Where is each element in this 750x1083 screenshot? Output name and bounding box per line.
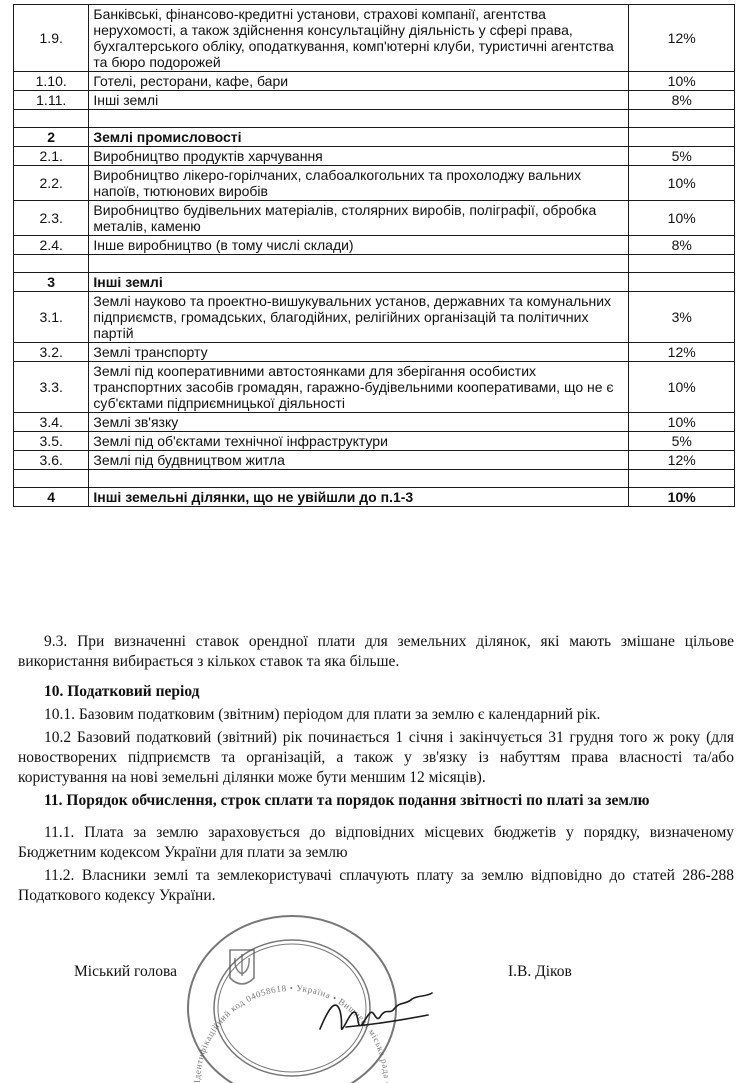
- row-description: Землі транспорту: [89, 343, 629, 362]
- row-description: Інші земельні ділянки, що не увійшли до п.1-3: [89, 488, 629, 507]
- paragraph-10-1: 10.1. Базовим податковим (звітним) періодом для плати за землю є календарний рік.: [44, 706, 601, 723]
- row-rate: 8%: [629, 91, 735, 110]
- row-rate: 5%: [629, 432, 735, 451]
- row-number: 4: [14, 488, 89, 507]
- row-rate: 10%: [629, 201, 735, 236]
- table-row: [14, 91, 735, 110]
- row-description: Землі під будвництвом житла: [89, 451, 629, 470]
- table-row: [14, 5, 735, 72]
- blank-row: [14, 255, 735, 273]
- row-number: 1.11.: [14, 91, 89, 110]
- row-description: Виробництво будівельних матеріалів, столярних виробів, поліграфії, обробка металів, каменю: [89, 201, 629, 236]
- row-number: 3.5.: [14, 432, 89, 451]
- blank-cell: [14, 255, 89, 273]
- blank-row: [14, 470, 735, 488]
- table-row: [14, 413, 735, 432]
- blank-cell: [89, 110, 629, 128]
- paragraph-9-3: 9.3. При визначенні ставок орендної плати для земельних ділянок, які мають змішане цільове використання вибирається з кількох ставок та яка більше.: [18, 633, 734, 670]
- land-rates-table-body: [14, 5, 735, 507]
- blank-cell: [89, 255, 629, 273]
- row-rate: 12%: [629, 343, 735, 362]
- table-row: [14, 166, 735, 201]
- blank-cell: [629, 470, 735, 488]
- blank-cell: [629, 110, 735, 128]
- paragraph-10-2: 10.2 Базовий податковий (звітний) рік починається 1 січня і закінчується 31 грудня того ж року (для новостворених підприємств та організацій, а також у зв'язку із набуттям права власності та/або користування на нові земельні ділянки може бути меншим 12 місяців).: [18, 729, 734, 786]
- blank-cell: [629, 255, 735, 273]
- row-number: 3: [14, 273, 89, 292]
- row-description: Інше виробництво (в тому числі склади): [89, 236, 629, 255]
- section-row: [14, 273, 735, 292]
- row-description: Землі промисловості: [89, 128, 629, 147]
- table-row: [14, 72, 735, 91]
- handwritten-signature: [316, 985, 436, 1045]
- row-description: Землі під об'єктами технічної інфраструктури: [89, 432, 629, 451]
- row-rate: 12%: [629, 451, 735, 470]
- row-rate: [629, 128, 735, 147]
- row-rate: 10%: [629, 362, 735, 413]
- heading-11: 11. Порядок обчислення, строк сплати та порядок подання звітності по платі за землю: [44, 792, 650, 809]
- row-description: Землі зв'язку: [89, 413, 629, 432]
- row-rate: 10%: [629, 72, 735, 91]
- row-rate: 8%: [629, 236, 735, 255]
- table-row: [14, 147, 735, 166]
- stamp-ring-text: Ідентифікаційний код 04058618 • Україна • Вишнева міська рада: [191, 982, 392, 1083]
- row-rate: 10%: [629, 413, 735, 432]
- blank-row: [14, 110, 735, 128]
- row-description: Виробництво лікеро-горілчаних, слабоалкогольних та прохолоджу вальних напоїв, тютюнових виробів: [89, 166, 629, 201]
- row-number: 3.1.: [14, 292, 89, 343]
- section-row: [14, 128, 735, 147]
- table-row: [14, 432, 735, 451]
- row-description: Землі науково та проектно-вишукувальних установ, державних та комунальних підприємств, громадських, благодійних, релігійних організацій та політичних партій: [89, 292, 629, 343]
- table-row: [14, 343, 735, 362]
- row-number: 2.4.: [14, 236, 89, 255]
- blank-cell: [89, 470, 629, 488]
- row-number: 1.10.: [14, 72, 89, 91]
- row-number: 2.2.: [14, 166, 89, 201]
- table-row: [14, 292, 735, 343]
- row-number: 3.2.: [14, 343, 89, 362]
- row-number: 3.4.: [14, 413, 89, 432]
- table-row: [14, 236, 735, 255]
- table-row: [14, 201, 735, 236]
- blank-cell: [14, 470, 89, 488]
- row-number: 2: [14, 128, 89, 147]
- row-rate: 5%: [629, 147, 735, 166]
- section-row: [14, 488, 735, 507]
- signer-name: І.В. Діков: [508, 963, 572, 980]
- row-description: Інші землі: [89, 273, 629, 292]
- signer-title: Міський голова: [74, 963, 178, 980]
- row-rate: 10%: [629, 488, 735, 507]
- row-number: 3.3.: [14, 362, 89, 413]
- row-rate: 3%: [629, 292, 735, 343]
- row-number: 2.1.: [14, 147, 89, 166]
- document-body: [18, 632, 734, 906]
- row-description: Виробництво продуктів харчування: [89, 147, 629, 166]
- land-rates-table: [13, 4, 735, 507]
- row-description: Банківські, фінансово-кредитні установи, страхові компанії, агентства нерухомості, а також здійснення консультаційну діяльність у сфері права, бухгалтерського обліку, оподаткування, комп'ютерні клуби, туристичні агентства та бюро подорожей: [89, 5, 629, 72]
- paragraph-11-2: 11.2. Власники землі та землекористувачі сплачують плату за землю відповідно до статей 286-288 Податкового кодексу України.: [18, 867, 734, 904]
- table-row: [14, 362, 735, 413]
- blank-cell: [14, 110, 89, 128]
- row-number: 1.9.: [14, 5, 89, 72]
- row-number: 3.6.: [14, 451, 89, 470]
- row-rate: 12%: [629, 5, 735, 72]
- row-rate: 10%: [629, 166, 735, 201]
- row-description: Землі під кооперативними автостоянками для зберігання особистих транспортних засобів громадян, гаражно-будівельними кооперативами, що не є суб'єктами підприємницької діяльності: [89, 362, 629, 413]
- row-description: Готелі, ресторани, кафе, бари: [89, 72, 629, 91]
- row-rate: [629, 273, 735, 292]
- row-number: 2.3.: [14, 201, 89, 236]
- table-row: [14, 451, 735, 470]
- row-description: Інші землі: [89, 91, 629, 110]
- paragraph-11-1: 11.1. Плата за землю зараховується до відповідних місцевих бюджетів у порядку, визначеному Бюджетним кодексом України для плати за землю: [18, 824, 734, 861]
- heading-10: 10. Податковий період: [44, 683, 200, 700]
